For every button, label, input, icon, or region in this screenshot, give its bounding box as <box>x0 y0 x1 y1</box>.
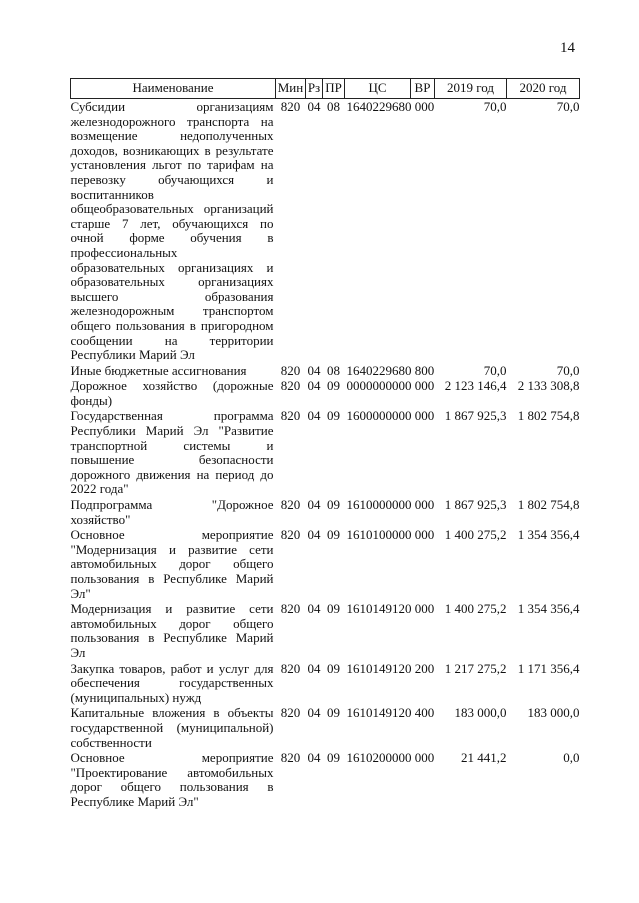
cell-rz: 04 <box>307 378 321 394</box>
cell-pr: 09 <box>327 408 340 424</box>
cell-2020: 1 171 356,4 <box>517 660 580 676</box>
cell-cs: 0000000000 000 <box>346 378 435 394</box>
cell-rz: 04 <box>307 750 321 766</box>
cell-cs: 1610149120 000 <box>346 601 435 617</box>
cell-name: Субсидии организациям железнодорожного транспорта на возмещение недополученных доходов, возникающих в результате установления льгот по тарифам на перевозку обучающихся и воспитанников общеобразовательных организаций старше 7 лет, обучающихся по очной форме обучения в профессиональных образовательных организациях и образовательных организациях высшего образования железнодорожным транспортом общего пользования в пригородном сообщении на территории Республики Марий Эл <box>70 99 274 363</box>
table-row <box>71 363 580 379</box>
cell-name: Капитальные вложения в объекты государственной (муниципальной) собственности <box>70 705 274 750</box>
cell-2019: 1 400 275,2 <box>444 601 507 617</box>
cell-name: Иные бюджетные ассигнования <box>70 362 247 378</box>
table-row <box>71 750 580 809</box>
cell-pr: 09 <box>327 378 340 394</box>
cell-2020: 1 802 754,8 <box>517 408 580 424</box>
cell-2019: 1 867 925,3 <box>444 497 507 513</box>
cell-rz: 04 <box>307 601 321 617</box>
cell-cs: 1610200000 000 <box>346 750 435 766</box>
cell-vr <box>411 99 435 363</box>
cell-min: 820 <box>280 601 301 617</box>
cell-rz: 04 <box>307 497 321 513</box>
cell-cs: 1640229680 800 <box>346 362 435 378</box>
table-row <box>71 99 580 363</box>
cell-cs: 1610000000 000 <box>346 497 435 513</box>
header-min: Мин <box>276 79 306 99</box>
cell-2020: 0,0 <box>563 750 580 766</box>
cell-2020: 1 802 754,8 <box>517 497 580 513</box>
table-body <box>71 99 580 810</box>
cell-2019: 21 441,2 <box>461 750 507 766</box>
cell-name: Основное мероприятие "Проектирование автомобильных дорог общего пользования в Республике Марий Эл" <box>70 750 274 809</box>
cell-min: 820 <box>280 660 301 676</box>
cell-2019: 70,0 <box>483 99 507 114</box>
cell-rz: 04 <box>307 705 321 721</box>
cell-name: Дорожное хозяйство (дорожные фонды) <box>70 378 274 408</box>
cell-name: Государственная программа Республики Марий Эл "Развитие транспортной системы и повышение безопасности дорожного движения на период до 2022 года" <box>70 408 274 497</box>
cell-pr: 08 <box>327 99 340 114</box>
cell-cs: 1610100000 000 <box>346 527 435 543</box>
cell-rz: 04 <box>307 362 321 378</box>
cell-pr: 09 <box>327 705 340 721</box>
header-pr: ПР <box>323 79 345 99</box>
cell-pr: 09 <box>327 527 340 543</box>
cell-cs: 1610149120 200 <box>346 660 435 676</box>
cell-min: 820 <box>280 750 301 766</box>
cell-pr: 09 <box>327 660 340 676</box>
cell-name: Модернизация и развитие сети автомобильных дорог общего пользования в Республике Марий Эл <box>70 601 274 660</box>
page-number: 14 <box>560 40 575 56</box>
cell-pr: 09 <box>327 750 340 766</box>
cell-2020: 70,0 <box>556 99 580 114</box>
cell-name: Закупка товаров, работ и услуг для обеспечения государственных (муниципальных) нужд <box>70 660 274 705</box>
cell-2020: 1 354 356,4 <box>517 527 580 543</box>
cell-rz: 04 <box>307 408 321 424</box>
cell-name: Подпрограмма "Дорожное хозяйство" <box>70 497 274 527</box>
cell-rz: 04 <box>307 99 321 114</box>
header-2019: 2019 год <box>435 79 507 99</box>
cell-2020: 70,0 <box>556 362 580 378</box>
table-row <box>71 601 580 660</box>
cell-cs: 1600000000 000 <box>346 408 435 424</box>
cell-pr: 08 <box>327 362 340 378</box>
header-name: Наименование <box>71 79 276 99</box>
table-header-row <box>71 79 580 99</box>
table-row <box>71 497 580 527</box>
table-row <box>71 661 580 706</box>
cell-2019: 1 400 275,2 <box>444 527 507 543</box>
header-cs: ЦС <box>345 79 411 99</box>
cell-2020: 1 354 356,4 <box>517 601 580 617</box>
header-vr: ВР <box>411 79 435 99</box>
table-row <box>71 705 580 750</box>
cell-2020: 2 133 308,8 <box>517 378 580 394</box>
cell-pr: 09 <box>327 497 340 513</box>
cell-min: 820 <box>280 99 301 114</box>
cell-2019: 1 867 925,3 <box>444 408 507 424</box>
cell-min: 820 <box>280 362 301 378</box>
cell-2019: 183 000,0 <box>454 705 507 721</box>
cell-cs: 1640229680 000 <box>346 99 435 114</box>
cell-2019: 1 217 275,2 <box>444 660 507 676</box>
cell-2020: 183 000,0 <box>527 705 580 721</box>
header-2020: 2020 год <box>507 79 580 99</box>
table-row <box>71 378 580 408</box>
cell-min: 820 <box>280 527 301 543</box>
cell-name: Основное мероприятие "Модернизация и развитие сети автомобильных дорог общего пользования в Республике Марий Эл" <box>70 527 274 601</box>
cell-min: 820 <box>280 705 301 721</box>
cell-2019: 70,0 <box>483 362 507 378</box>
table-row <box>71 408 580 497</box>
cell-min: 820 <box>280 497 301 513</box>
cell-min: 820 <box>280 378 301 394</box>
cell-min: 820 <box>280 408 301 424</box>
header-rz: Рз <box>306 79 323 99</box>
budget-table <box>70 78 580 810</box>
cell-cs: 1610149120 400 <box>346 705 435 721</box>
cell-pr: 09 <box>327 601 340 617</box>
cell-rz: 04 <box>307 660 321 676</box>
cell-rz: 04 <box>307 527 321 543</box>
table-row <box>71 527 580 601</box>
cell-2019: 2 123 146,4 <box>444 378 507 394</box>
